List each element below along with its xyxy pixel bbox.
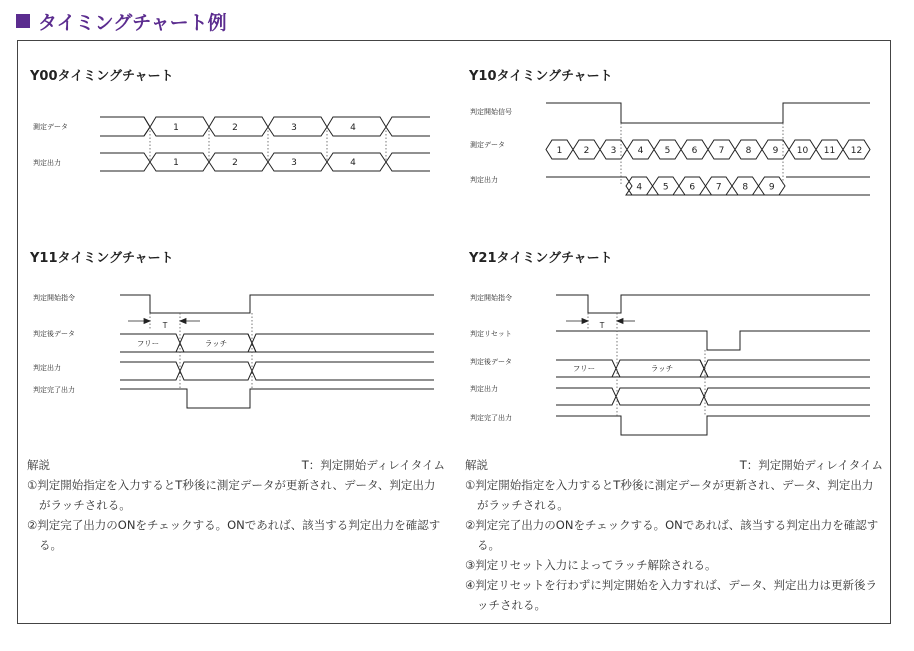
notes-right-legend: T：判定開始ディレイタイム [739,458,883,472]
y10-data-cell-4: 4 [637,146,644,156]
notes-left-item: ①判定開始指定を入力するとT秒後に測定データが更新され、データ、判定出力がラッチされる。 [27,478,436,512]
y10-label-output: 判定出力 [470,176,498,184]
y10-output-cell-3: 6 [689,182,696,193]
y21-label-output: 判定出力 [470,385,498,393]
guide-lines [150,123,783,416]
notes-right-heading: 解説 [465,458,488,472]
y21-complete-output [556,416,870,435]
y10-output-cell-2: 5 [662,182,669,193]
y10-data-cell-5: 5 [664,146,671,156]
y10-data-cell-6: 6 [691,146,698,156]
y21-label-reset: 判定リセット [470,330,512,338]
y10-data-cell-12: 12 [850,146,863,156]
notes-right-item: ④判定リセットを行わずに判定開始を入力すれば、データ、判定出力は更新後ラッチされる。 [465,578,878,612]
y00-output-cell-2: 2 [232,158,238,168]
y10-output-cell-1: 4 [636,182,643,193]
y10-data-bus [546,140,870,159]
notes-right [465,455,883,615]
y11-t-label: T [162,321,168,330]
y10-start-signal [546,103,870,123]
y10-data-cell-1: 1 [556,146,563,156]
y10-output-cell-5: 8 [742,182,749,193]
y21-label-data: 判定後データ [470,358,512,366]
y00-label-data: 測定データ [33,123,68,131]
y10-data-cell-2: 2 [583,146,590,156]
y11-latch-label: ラッチ [204,339,228,348]
y11-label-start: 判定開始指令 [33,294,75,302]
y00-data-cell-2: 2 [232,123,238,133]
y10-title: Y10タイミングチャート [469,69,613,84]
y10-data-cell-10: 10 [796,146,809,156]
notes-right-item: ②判定完了出力のONをチェックする。ONであれば、該当する判定出力を確認する。 [465,518,879,552]
notes-right-item: ③判定リセット入力によってラッチ解除される。 [465,558,717,572]
y21-start-command [556,295,870,313]
y21-label-complete: 判定完了出力 [470,414,512,422]
y11-start-command [120,295,434,313]
y10-data-cell-3: 3 [610,146,617,156]
y00-output-cell-4: 4 [350,158,356,168]
y11-label-output: 判定出力 [33,364,61,372]
y10-output-cell-4: 7 [715,182,722,193]
y10-label-start: 判定開始信号 [470,108,512,116]
y00-data-bus [100,117,430,136]
y10-label-data: 測定データ [470,141,505,149]
y11-output [120,362,434,380]
y21-output [556,388,870,405]
y10-output-cells [626,177,785,195]
y11-complete-output [120,389,434,408]
notes-left-legend: T：判定開始ディレイタイム [301,458,445,472]
y00-title: Y00タイミングチャート [30,69,174,84]
notes-left [27,455,445,555]
y10-data-cell-9: 9 [772,146,779,156]
y11-label-complete: 判定完了出力 [33,386,75,394]
y00-data-cell-4: 4 [350,123,356,133]
y10-data-cell-8: 8 [745,146,752,156]
y11-data-bus [120,334,434,352]
y21-data-bus [556,360,870,377]
page-title-text: タイミングチャート例 [38,11,227,34]
y21-free-label: フリー [572,364,596,373]
y00-output-bus [100,153,430,171]
y00-output-cell-1: 1 [173,158,179,168]
y21-title: Y21タイミングチャート [469,251,613,266]
y11-label-data: 判定後データ [33,330,75,338]
y00-output-cell-3: 3 [291,158,297,168]
y21-label-start: 判定開始指令 [470,294,512,302]
y00-label-output: 判定出力 [33,159,61,167]
y00-data-cell-3: 3 [291,123,297,133]
y00-data-cell-1: 1 [173,123,179,133]
y10-output-bus [546,177,870,195]
y11-free-label: フリー [136,339,160,348]
y11-title: Y11タイミングチャート [30,251,174,266]
y10-data-cell-7: 7 [718,146,725,156]
y10-data-cell-11: 11 [823,146,836,156]
notes-right-item: ①判定開始指定を入力するとT秒後に測定データが更新され、データ、判定出力がラッチされる。 [465,478,874,512]
notes-left-item: ②判定完了出力のONをチェックする。ONであれば、該当する判定出力を確認する。 [27,518,441,552]
y21-latch-label: ラッチ [650,364,674,373]
y21-t-label: T [599,321,605,330]
y10-output-cell-6: 9 [768,182,775,193]
y21-reset [556,331,870,350]
notes-left-heading: 解説 [27,458,50,472]
delay-arrows [128,319,635,324]
